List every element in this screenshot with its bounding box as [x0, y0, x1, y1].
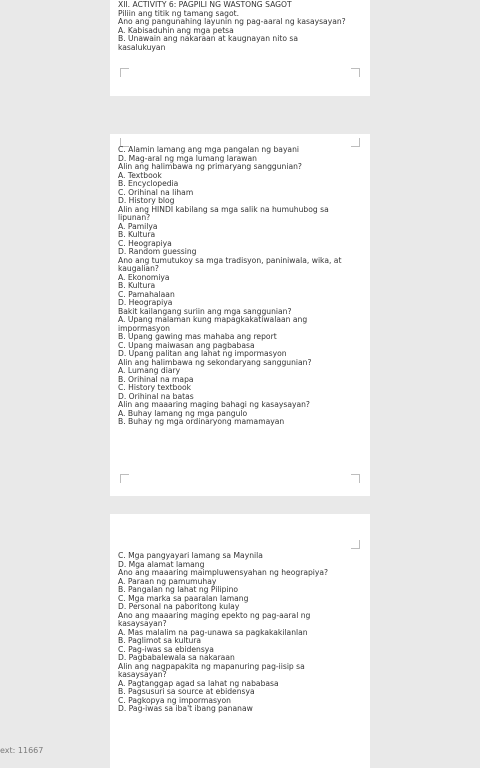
crop-mark [120, 68, 129, 77]
text-line: D. Orihinal na batas [118, 392, 194, 401]
text-line: B. Unawain ang nakaraan at kaugnayan nito sa [118, 35, 299, 43]
text-line: B. Pangalan ng lahat ng Pilipino [118, 586, 239, 594]
text-line: Ano ang pangunahing layunin ng pag-aaral ng kasaysayan? [118, 18, 346, 26]
crop-mark [120, 474, 129, 483]
text-line: D. Mga alamat lamang [118, 560, 205, 569]
watermark-text: ext: 11667 [0, 746, 44, 755]
text-line: B. Orihinal na mapa [118, 375, 194, 384]
page-2-text [118, 146, 366, 427]
text-line: C. Heograpiya [118, 239, 172, 248]
text-line: C. Alamin lamang ang mga pangalan ng bayani [118, 146, 300, 154]
text-line: kasaysayan? [118, 671, 167, 679]
text-line: Alin ang maaaring maging bahagi ng kasaysayan? [118, 401, 310, 409]
text-line: Alin ang halimbawa ng sekondaryang sanggunian? [118, 358, 312, 367]
text-line: C. Mga marka sa paaralan lamang [118, 594, 249, 603]
text-line: Piliin ang titik ng tamang sagot. [118, 9, 240, 18]
document-page-3 [110, 514, 370, 768]
text-line: kaugalian? [118, 265, 159, 273]
text-line: B. Kultura [118, 231, 156, 239]
text-line: Bakit kailangang suriin ang mga sanggunian? [118, 307, 292, 316]
text-line: D. Random guessing [118, 248, 197, 256]
crop-mark [351, 474, 360, 483]
text-line: D. Personal na paboritong kulay [118, 603, 240, 611]
text-line: C. Orihinal na liham [118, 188, 194, 197]
text-line: D. History blog [118, 197, 175, 205]
text-line: A. Lumang diary [118, 367, 181, 375]
text-line: C. History textbook [118, 384, 192, 392]
text-line: D. Upang palitan ang lahat ng impormasyon [118, 350, 287, 358]
text-line: Ano ang maaaring maging epekto ng pag-aaral ng [118, 611, 311, 620]
text-line: C. Upang maiwasan ang pagbabasa [118, 341, 255, 350]
text-line: D. Mag-aral ng mga lumang larawan [118, 154, 257, 163]
text-line: A. Ekonomiya [118, 273, 170, 282]
text-line: lipunan? [118, 214, 151, 222]
text-line: A. Textbook [118, 171, 162, 180]
text-line: Ano ang tumutukoy sa mga tradisyon, paniniwala, wika, at [118, 256, 342, 265]
text-line: C. Mga pangyayari lamang sa Maynila [118, 552, 263, 560]
crop-mark [351, 540, 360, 549]
text-line: B. Upang gawing mas mahaba ang report [118, 333, 277, 341]
text-line: D. Pagbabalewala sa nakaraan [118, 654, 235, 662]
document-page-1 [110, 0, 370, 96]
text-line: kasaysayan? [118, 620, 167, 628]
text-line: C. Pag-iwas sa ebidensya [118, 645, 214, 654]
text-line: A. Mas malalim na pag-unawa sa pagkakakilanlan [118, 628, 308, 637]
crop-mark [351, 68, 360, 77]
text-line: A. Pamilya [118, 222, 158, 231]
text-line: kasalukuyan [118, 43, 166, 52]
text-line: Alin ang nagpapakita ng mapanuring pag-iisip sa [118, 662, 305, 671]
text-line: Alin ang halimbawa ng primaryang sanggunian? [118, 163, 302, 171]
text-line: Alin ang HINDI kabilang sa mga salik na humuhubog sa [118, 205, 329, 214]
text-line: impormasyon [118, 324, 170, 333]
text-line: B. Buhay ng mga ordinaryong mamamayan [118, 418, 285, 426]
text-line: A. Paraan ng pamumuhay [118, 577, 217, 586]
text-line: C. Pagkopya ng impormasyon [118, 696, 231, 705]
page-3-text [118, 552, 366, 714]
text-line: XII. ACTIVITY 6: PAGPILI NG WASTONG SAGOT [118, 1, 292, 9]
page-1-text [118, 1, 366, 52]
document-page-2 [110, 134, 370, 496]
text-line: B. Encyclopedia [118, 180, 179, 188]
text-line: B. Kultura [118, 282, 156, 290]
text-line: C. Pamahalaan [118, 290, 175, 299]
text-line: Ano ang maaaring maimpluwensyahan ng heograpiya? [118, 569, 329, 577]
text-line: B. Paglimot sa kultura [118, 637, 202, 645]
text-line: D. Heograpiya [118, 299, 173, 307]
text-line: B. Pagsusuri sa source at ebidensya [118, 688, 255, 696]
text-line: A. Upang malaman kung mapagkakatiwalaan ang [118, 316, 308, 324]
text-line: A. Kabisaduhin ang mga petsa [118, 26, 234, 35]
text-line: A. Pagtanggap agad sa lahat ng nababasa [118, 679, 279, 688]
text-line: D. Pag-iwas sa iba't ibang pananaw [118, 705, 253, 713]
text-line: A. Buhay lamang ng mga pangulo [118, 409, 248, 418]
